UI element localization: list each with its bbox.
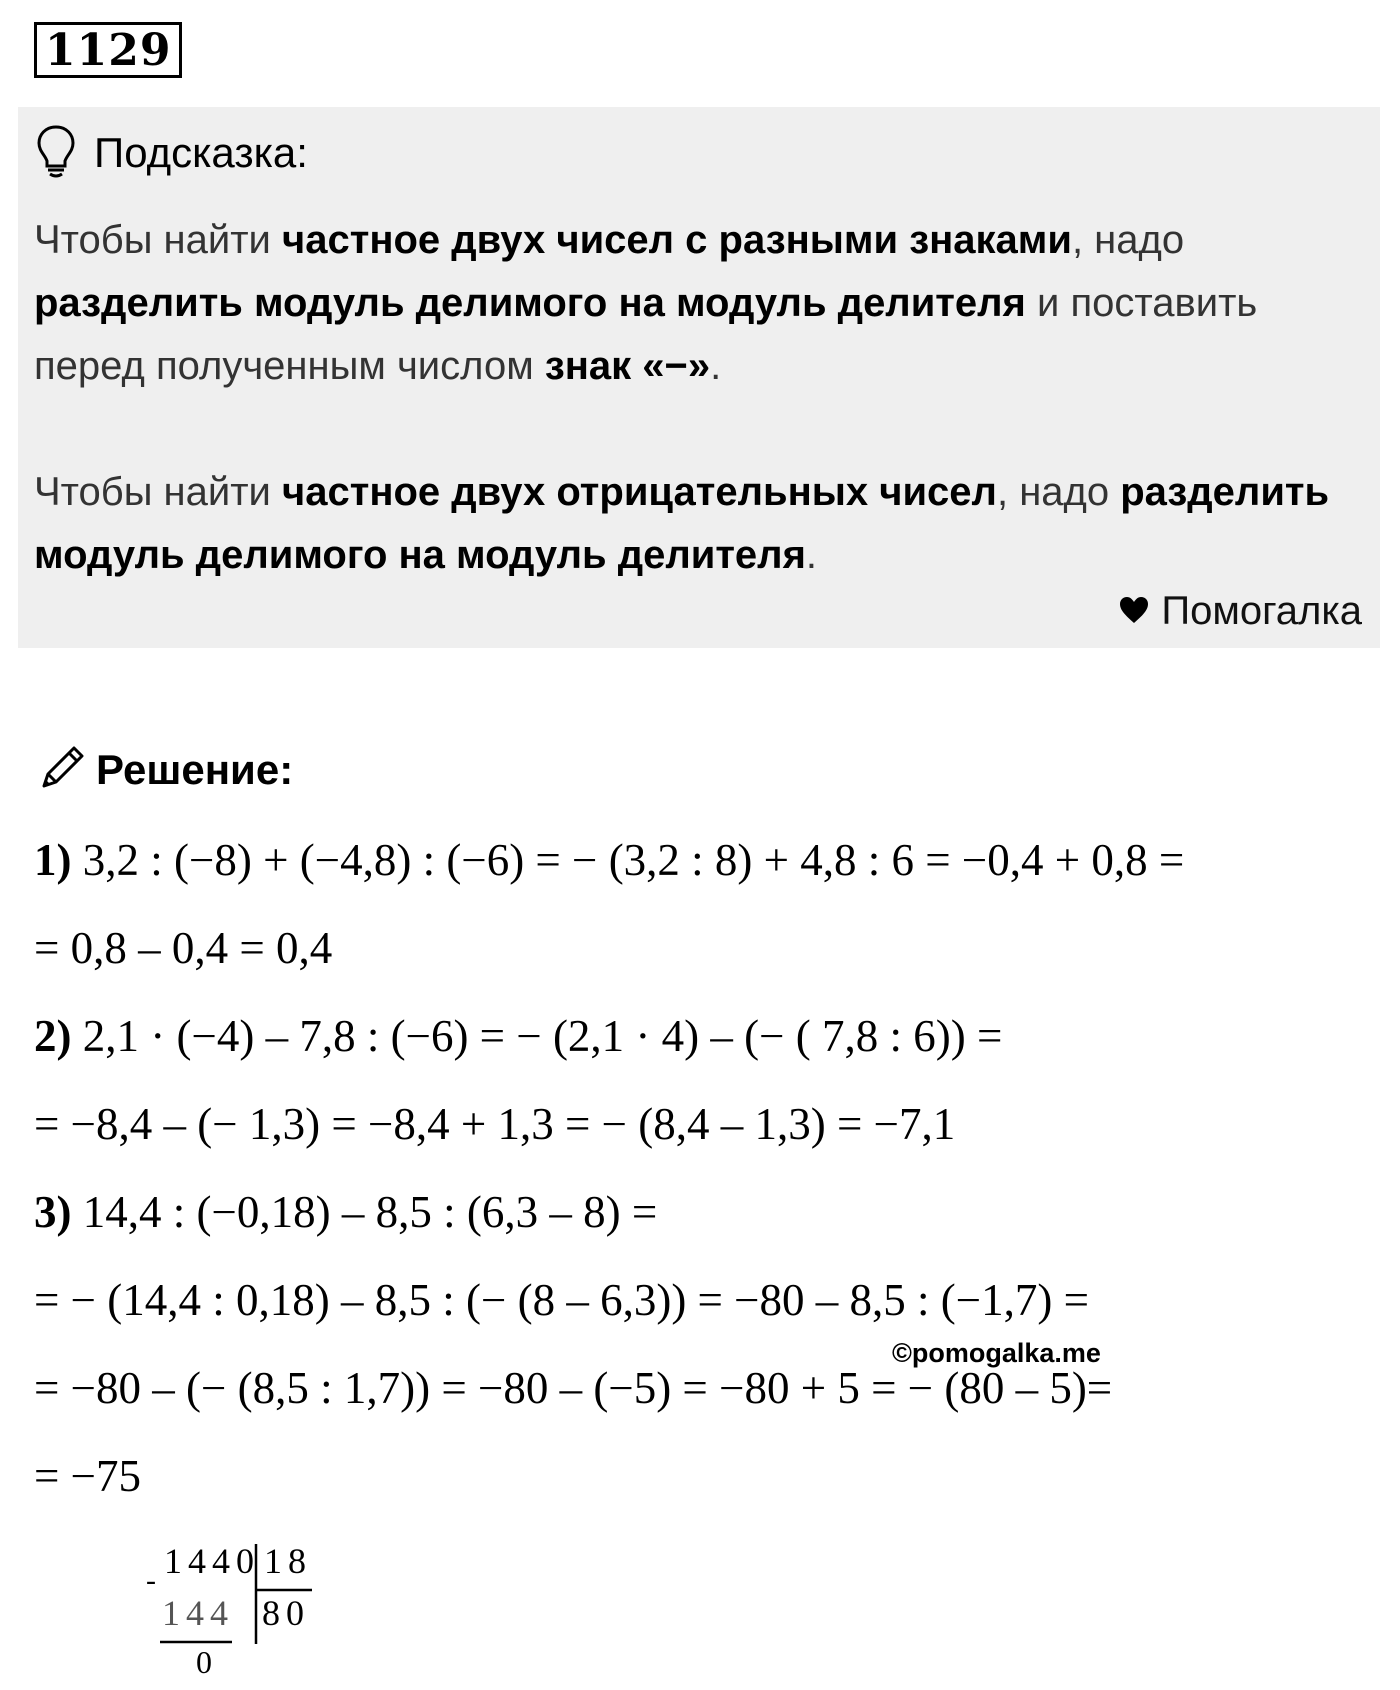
hint-run: и поставить перед полученным числом xyxy=(34,281,1258,388)
step-text: = −75 xyxy=(34,1451,142,1501)
hint-text xyxy=(34,209,1364,587)
step-text: 3,2 : (−8) + (−4,8) : (−6) = − (3,2 : 8) + 4,8 : 6 = −0,4 + 0,8 = xyxy=(71,835,1185,885)
step-label: 1) xyxy=(34,835,72,885)
pencil-icon xyxy=(36,742,88,798)
hint-paragraph-1 xyxy=(34,209,1364,398)
solution-header xyxy=(36,740,293,800)
solution-line xyxy=(34,1094,955,1154)
solution-line xyxy=(34,1182,657,1242)
hint-run: . xyxy=(805,533,818,577)
quotient: 80 xyxy=(262,1593,310,1633)
solution-line xyxy=(34,1446,141,1506)
division-lines xyxy=(140,1540,320,1690)
hint-emphasis: частное двух отрицательных чисел xyxy=(282,470,997,514)
divisor: 18 xyxy=(264,1541,312,1581)
step-text: = −8,4 – (− 1,3) = −8,4 + 1,3 = − (8,4 – 1,3) = −7,1 xyxy=(34,1099,956,1149)
long-division xyxy=(140,1540,320,1690)
hint-emphasis: разделить модуль делимого на модуль делителя xyxy=(34,281,1026,325)
hint-header xyxy=(36,123,308,183)
lightbulb-icon xyxy=(36,124,76,182)
problem-number: 1129 xyxy=(34,22,182,78)
hint-run: , надо xyxy=(1071,218,1185,262)
subtrahend: 144 xyxy=(162,1593,234,1633)
heart-icon xyxy=(1119,589,1149,634)
remainder: 0 xyxy=(196,1644,218,1680)
hint-run: , надо xyxy=(996,470,1121,514)
hint-emphasis: частное двух чисел с разными знаками xyxy=(282,218,1072,262)
dividend: 1440 xyxy=(164,1541,260,1581)
solution-title: Решение: xyxy=(96,746,294,793)
watermark: ©pomogalka.me xyxy=(892,1338,1101,1368)
hint-title: Подсказка: xyxy=(94,129,308,176)
step-text: 14,4 : (−0,18) – 8,5 : (6,3 – 8) = xyxy=(71,1187,658,1237)
step-text: = − (14,4 : 0,18) – 8,5 : (− (8 – 6,3)) = −80 – 8,5 : (−1,7) = xyxy=(34,1275,1090,1325)
hint-run: Чтобы найти xyxy=(34,470,283,514)
hint-emphasis: разделить модуль делимого на модуль делителя xyxy=(34,470,1330,577)
step-label: 3) xyxy=(34,1187,72,1237)
hint-signature xyxy=(1119,589,1362,634)
hint-paragraph-2 xyxy=(34,461,1364,587)
step-label: 2) xyxy=(34,1011,72,1061)
step-text: 2,1 · (−4) – 7,8 : (−6) = − (2,1 · 4) – (− ( 7,8 : 6)) = xyxy=(71,1011,1003,1061)
solution-line xyxy=(34,1270,1089,1330)
solution-line xyxy=(34,918,332,978)
hint-box xyxy=(18,107,1380,648)
hint-run: Чтобы найти xyxy=(34,218,283,262)
minus-sign: - xyxy=(146,1564,162,1597)
signature-text: Помогалка xyxy=(1161,589,1362,633)
hint-run: . xyxy=(710,344,722,388)
step-text: = −80 – (− (8,5 : 1,7)) = −80 – (−5) = −80 + 5 = − (80 – 5)= xyxy=(34,1363,1113,1413)
solution-line xyxy=(34,1006,1002,1066)
step-text: = 0,8 – 0,4 = 0,4 xyxy=(34,923,333,973)
hint-emphasis: знак «−» xyxy=(544,344,711,388)
solution-line xyxy=(34,830,1184,890)
